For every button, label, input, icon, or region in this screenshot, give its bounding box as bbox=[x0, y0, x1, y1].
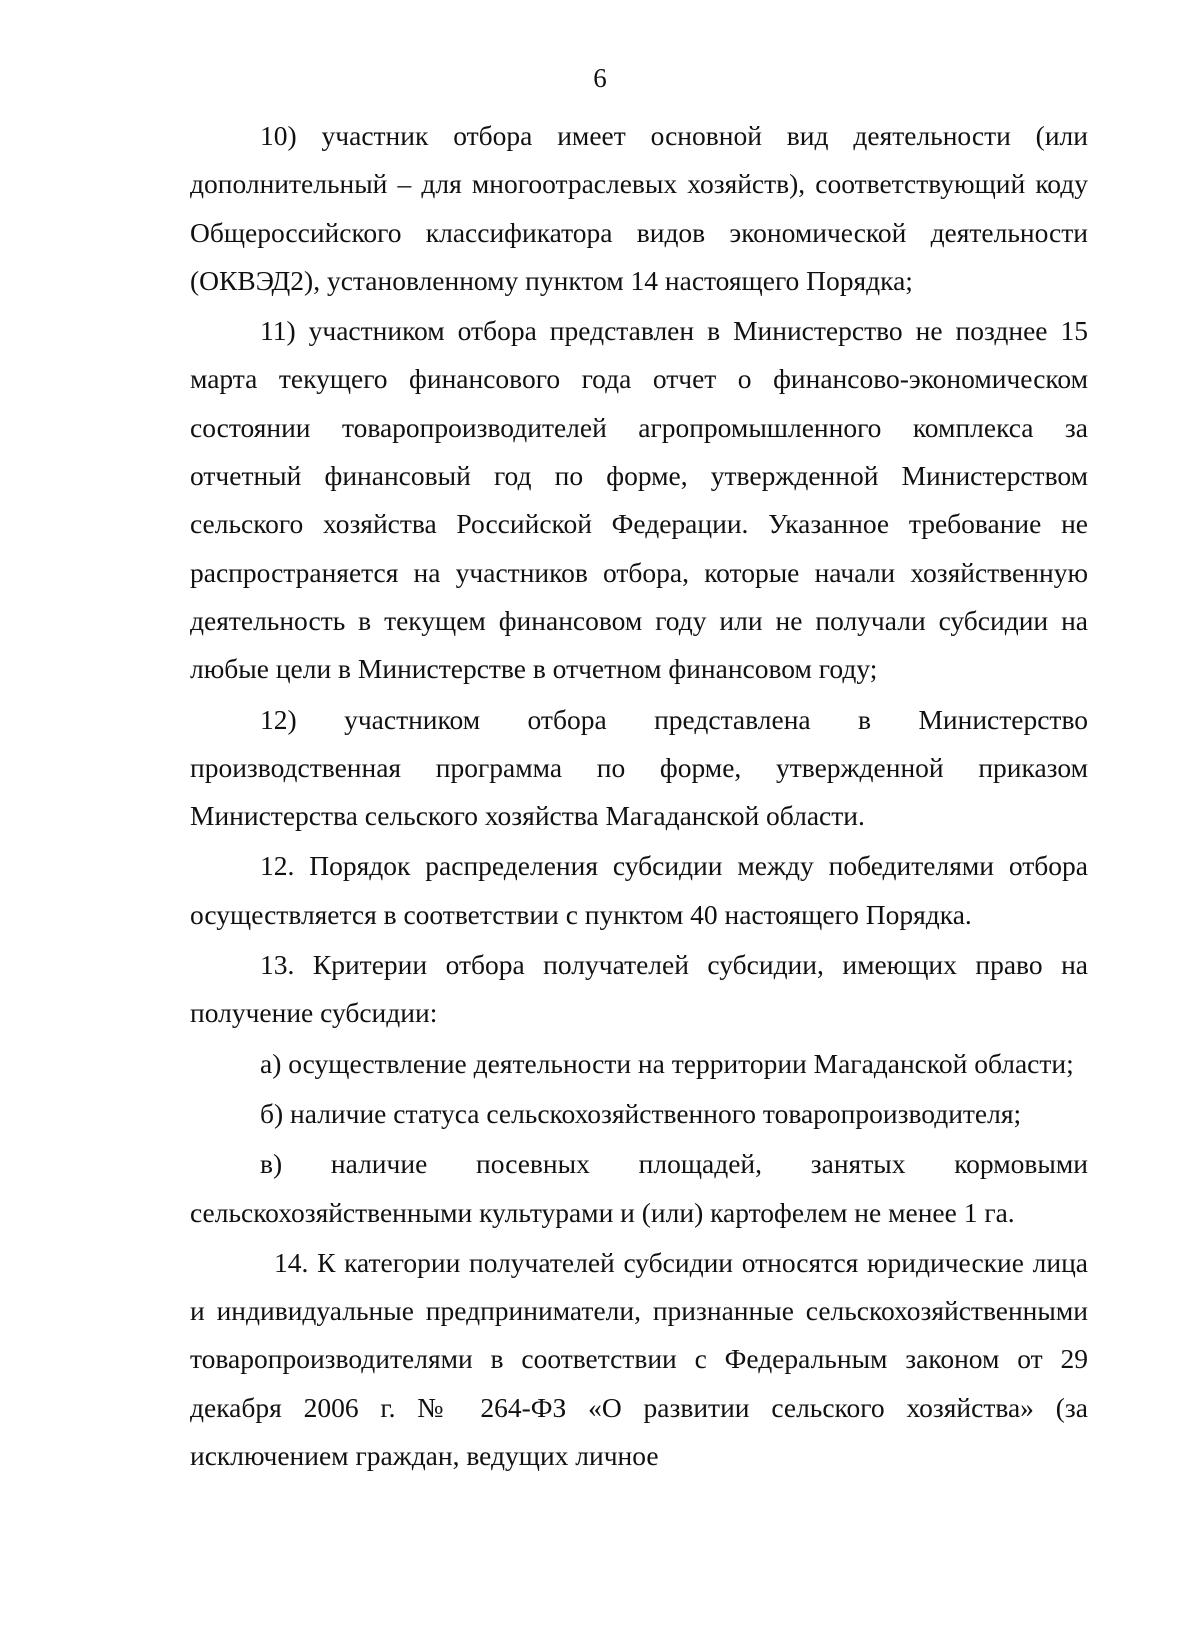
paragraph-section-13: 13. Критерии отбора получателей субсидии, имеющих право на получение субсидии: bbox=[190, 949, 1088, 1029]
paragraph-criterion-a: а) осуществление деятельности на территории Магаданской области; bbox=[260, 1047, 1074, 1079]
paragraph-criterion-b: б) наличие статуса сельскохозяйственного товаропроизводителя; bbox=[260, 1097, 1022, 1129]
document-body bbox=[190, 112, 1088, 1482]
paragraph-item-11: 11) участником отбора представлен в Министерство не позднее 15 марта текущего финансового года отчет о финансово-экономическом состоянии товаропроизводителей агропромышленного комплекса за отчетный финансовый год по форме, утвержденной Министерством сельского хозяйства Российской Федерации. Указанное требование не распространяется на участников отбора, которые начали хозяйственную деятельность в текущем финансовом году или не получали субсидии на любые цели в Министерстве в отчетном финансовом году; bbox=[190, 315, 1088, 685]
paragraph-section-14: 14. К категории получателей субсидии относятся юридические лица и индивидуальные предприниматели, признанные сельскохозяйственными товаропроизводителями в соответствии с Федеральным законом от 29 декабря 2006 г. № 264-ФЗ «О развитии сельского хозяйства» (за исключением граждан, ведущих личное bbox=[190, 1246, 1088, 1472]
paragraph-criterion-v: в) наличие посевных площадей, занятых кормовыми сельскохозяйственными культурами и (или) картофелем не менее 1 га. bbox=[190, 1148, 1088, 1228]
paragraph-section-12: 12. Порядок распределения субсидии между победителями отбора осуществляется в соответствии с пунктом 40 настоящего Порядка. bbox=[190, 850, 1088, 930]
page-number: 6 bbox=[593, 63, 607, 93]
paragraph-item-10: 10) участник отбора имеет основной вид деятельности (или дополнительный – для многоотраслевых хозяйств), соответствующий коду Общероссийского классификатора видов экономической деятельности (ОКВЭД2), установленному пунктом 14 настоящего Порядка; bbox=[190, 120, 1088, 296]
paragraph-item-12: 12) участником отбора представлена в Министерство производственная программа по форме, утвержденной приказом Министерства сельского хозяйства Магаданской области. bbox=[190, 703, 1088, 832]
